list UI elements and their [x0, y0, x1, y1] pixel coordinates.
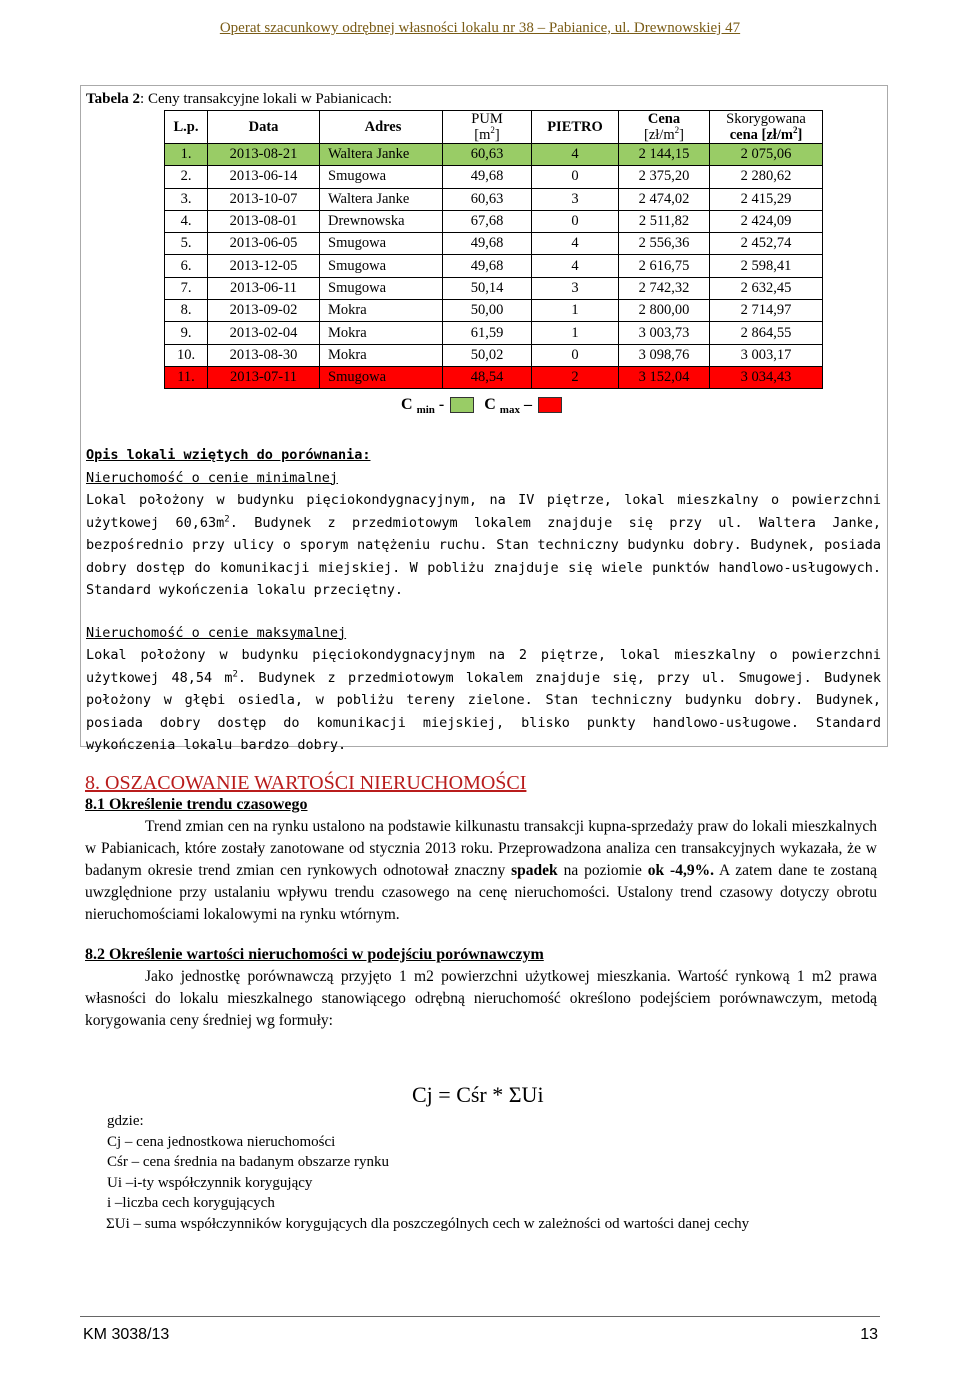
cell-kor: 2 632,45: [710, 277, 823, 299]
cell-kor: 2 452,74: [710, 233, 823, 255]
cell-pietro: 0: [532, 210, 619, 232]
table-row: [165, 166, 823, 188]
cell-pietro: 0: [532, 166, 619, 188]
cell-lp: 4.: [165, 210, 208, 232]
cell-pum: 50,14: [443, 277, 532, 299]
document-number: KM 3038/13: [83, 1326, 170, 1343]
table-row: [165, 344, 823, 366]
min-title: Nieruchomość o cenie minimalnej: [86, 469, 338, 486]
cell-kor: 3 003,17: [710, 344, 823, 366]
cell-kor: 2 714,97: [710, 300, 823, 322]
cell-pum: 49,68: [443, 233, 532, 255]
cell-pum: 49,68: [443, 166, 532, 188]
header-adres: Adres: [320, 111, 443, 144]
cell-data: 2013-08-30: [208, 344, 320, 366]
cell-cena: 3 152,04: [619, 366, 710, 388]
cell-data: 2013-06-14: [208, 166, 320, 188]
page-number: 13: [860, 1326, 878, 1343]
cell-pum: 49,68: [443, 255, 532, 277]
comparison-description: [86, 444, 881, 757]
def-line: i –liczba cech korygujących: [107, 1195, 275, 1211]
cell-adres: Drewnowska: [320, 210, 443, 232]
cell-adres: Smugowa: [320, 166, 443, 188]
cell-cena: 3 003,73: [619, 322, 710, 344]
table-row: [165, 322, 823, 344]
cell-lp: 11.: [165, 366, 208, 388]
cell-cena: 2 556,36: [619, 233, 710, 255]
section-81-text: Trend zmian cen na rynku ustalono na podstawie kilkunastu transakcji kupna-sprzedaży praw do lokali mieszkalnych w Pabianicach, które zostały zanotowane od stycznia 2013 roku. Przeprowadzona analiza cen transakcyjnych wykazała, że w badanym okresie trend zmian cen rynkowych odnotował znaczny spadek na poziomie ok -4,9%. A zatem dane te zostaną uwzględnione przy ustalaniu wpływu trendu czasowego na cenę nieruchomości. Ustalony trend czasowy dotyczy obrotu nieruchomościami lokalowymi na rynku wtórnym.: [85, 818, 877, 923]
def-line: Cśr – cena średnia na badanym obszarze rynku: [107, 1154, 389, 1170]
cell-adres: Mokra: [320, 300, 443, 322]
cell-adres: Smugowa: [320, 277, 443, 299]
cell-adres: Smugowa: [320, 366, 443, 388]
cell-cena: 2 742,32: [619, 277, 710, 299]
table-caption: Tabela 2: Ceny transakcyjne lokali w Pabianicach:: [86, 91, 393, 107]
cell-pietro: 4: [532, 255, 619, 277]
cell-pietro: 3: [532, 188, 619, 210]
def-line: ΣUi – suma współczynników korygujących dla poszczególnych cech w zależności od wartości danej cechy: [106, 1215, 750, 1232]
cell-data: 2013-07-11: [208, 366, 320, 388]
cell-pietro: 2: [532, 366, 619, 388]
cell-pietro: 3: [532, 277, 619, 299]
table-row: [165, 144, 823, 166]
cell-data: 2013-09-02: [208, 300, 320, 322]
cell-pum: 48,54: [443, 366, 532, 388]
header-pum: PUM $[m^2]$: [443, 111, 532, 144]
comparison-box: [80, 85, 888, 753]
min-max-legend: C $_{min}$ - C $_{max}$ –: [401, 396, 568, 414]
cell-pum: 61,59: [443, 322, 532, 344]
cell-lp: 9.: [165, 322, 208, 344]
cell-pum: 50,02: [443, 344, 532, 366]
cell-data: 2013-06-05: [208, 233, 320, 255]
cell-data: 2013-10-07: [208, 188, 320, 210]
section-81-title: 8.1 Określenie trendu czasowego: [85, 796, 308, 813]
cell-pum: 67,68: [443, 210, 532, 232]
cell-lp: 2.: [165, 166, 208, 188]
header-lp: L.p.: [165, 111, 208, 144]
cell-cena: 2 616,75: [619, 255, 710, 277]
table-row: [165, 233, 823, 255]
def-line: Cj – cena jednostkowa nieruchomości: [107, 1133, 336, 1150]
cell-cena: 2 474,02: [619, 188, 710, 210]
cell-adres: Smugowa: [320, 255, 443, 277]
table-row: [165, 210, 823, 232]
section-82-text: Jako jednostkę porównawczą przyjęto 1 m2 powierzchni użytkowej mieszkania. Wartość rynkową 1 m2 prawa własności do lokalu mieszkalnego stanowiącego odrębną nieruchomość określono podejściem porównawczym, metodą korygowania ceny średniej wg formuły:: [85, 968, 877, 1029]
cell-adres: Mokra: [320, 322, 443, 344]
table-row: [165, 255, 823, 277]
header-data: Data: [208, 111, 320, 144]
cell-cena: 2 375,20: [619, 166, 710, 188]
cell-lp: 6.: [165, 255, 208, 277]
max-swatch: [538, 397, 562, 413]
def-line: gdzie:: [107, 1113, 144, 1129]
cell-lp: 1.: [165, 144, 208, 166]
table-header-row: [165, 111, 823, 144]
min-swatch: [450, 397, 474, 413]
cell-data: 2013-08-01: [208, 210, 320, 232]
page-footer: [83, 1326, 878, 1344]
footer-rule: [80, 1316, 880, 1317]
cell-kor: 2 424,09: [710, 210, 823, 232]
cell-data: 2013-02-04: [208, 322, 320, 344]
cell-lp: 8.: [165, 300, 208, 322]
cell-kor: 2 415,29: [710, 188, 823, 210]
cell-adres: Smugowa: [320, 233, 443, 255]
formula-definitions: [107, 1111, 857, 1234]
cell-lp: 3.: [165, 188, 208, 210]
cell-adres: Waltera Janke: [320, 144, 443, 166]
def-line: Ui –i-ty współczynnik korygujący: [107, 1174, 313, 1191]
transactions-table: [164, 110, 823, 389]
section-8: [85, 772, 877, 1032]
table-body: [165, 144, 823, 389]
cell-cena: 2 144,15: [619, 144, 710, 166]
table-row: [165, 277, 823, 299]
cell-kor: 2 280,62: [710, 166, 823, 188]
cell-pum: 50,00: [443, 300, 532, 322]
cell-pietro: 4: [532, 144, 619, 166]
formula: Cj = Cśr * ΣUi: [412, 1082, 544, 1107]
section-8-title: 8. OSZACOWANIE WARTOŚCI NIERUCHOMOŚCI: [85, 772, 527, 794]
cell-kor: 2 075,06: [710, 144, 823, 166]
cell-cena: 2 800,00: [619, 300, 710, 322]
cell-data: 2013-06-11: [208, 277, 320, 299]
min-description: Lokal położony w budynku pięciokondygnacyjnym, na IV piętrze, lokal mieszkalny o powierzchni użytkowej $60,63m^2$. Budynek z przedmiotowym lokalem znajduje się przy ul. Waltera Janke, bezpośrednio przy ulicy o sporym natężeniu ruchu. Stan techniczny budynku dobry. Budynek, posiada dobry dostęp do komunikacji miejskiej. W pobliżu znajduje się wiele punktów handlowo-usługowych. Standard wykończenia lokalu przeciętny.: [86, 492, 881, 598]
cell-pietro: 0: [532, 344, 619, 366]
cell-lp: 10.: [165, 344, 208, 366]
cell-pum: 60,63: [443, 144, 532, 166]
header-skorygowana: Skorygowana cena $[zł/m^2]$: [710, 111, 823, 144]
header-cena: Cena $[zł/m^2]$: [619, 111, 710, 144]
opis-title: Opis lokali wziętych do porównania:: [86, 447, 371, 463]
cell-cena: 3 098,76: [619, 344, 710, 366]
cell-cena: 2 511,82: [619, 210, 710, 232]
cell-lp: 7.: [165, 277, 208, 299]
table-row: [165, 366, 823, 388]
page-header: Operat szacunkowy odrębnej własności lokalu nr 38 – Pabianice, ul. Drewnowskiej 47: [219, 20, 741, 36]
table-row: [165, 300, 823, 322]
header-pietro: PIETRO: [532, 111, 619, 144]
cell-data: 2013-12-05: [208, 255, 320, 277]
cell-data: 2013-08-21: [208, 144, 320, 166]
section-82-title: 8.2 Określenie wartości nieruchomości w podejściu porównawczym: [85, 946, 544, 963]
cell-pietro: 4: [532, 233, 619, 255]
max-title: Nieruchomość o cenie maksymalnej: [86, 624, 347, 641]
cell-pum: 60,63: [443, 188, 532, 210]
max-description: Lokal położony w budynku pięciokondygnacyjnym na 2 piętrze, lokal mieszkalny o powierzchni użytkowej 48,54 $m^2$. Budynek z przedmiotowym lokalem znajduje się, przy ul. Smugowej. Budynek położony w głębi osiedla, w pobliżu tereny zielone. Stan techniczny budynku dobry. Budynek, posiada dobry dostęp do komunikacji miejskiej, blisko punkty handlowo-usługowe. Standard wykończenia lokalu bardzo dobry.: [86, 647, 881, 753]
cell-pietro: 1: [532, 300, 619, 322]
cell-kor: 3 034,43: [710, 366, 823, 388]
cell-lp: 5.: [165, 233, 208, 255]
cell-adres: Mokra: [320, 344, 443, 366]
cell-pietro: 1: [532, 322, 619, 344]
table-row: [165, 188, 823, 210]
cell-kor: 2 864,55: [710, 322, 823, 344]
cell-adres: Waltera Janke: [320, 188, 443, 210]
cell-kor: 2 598,41: [710, 255, 823, 277]
